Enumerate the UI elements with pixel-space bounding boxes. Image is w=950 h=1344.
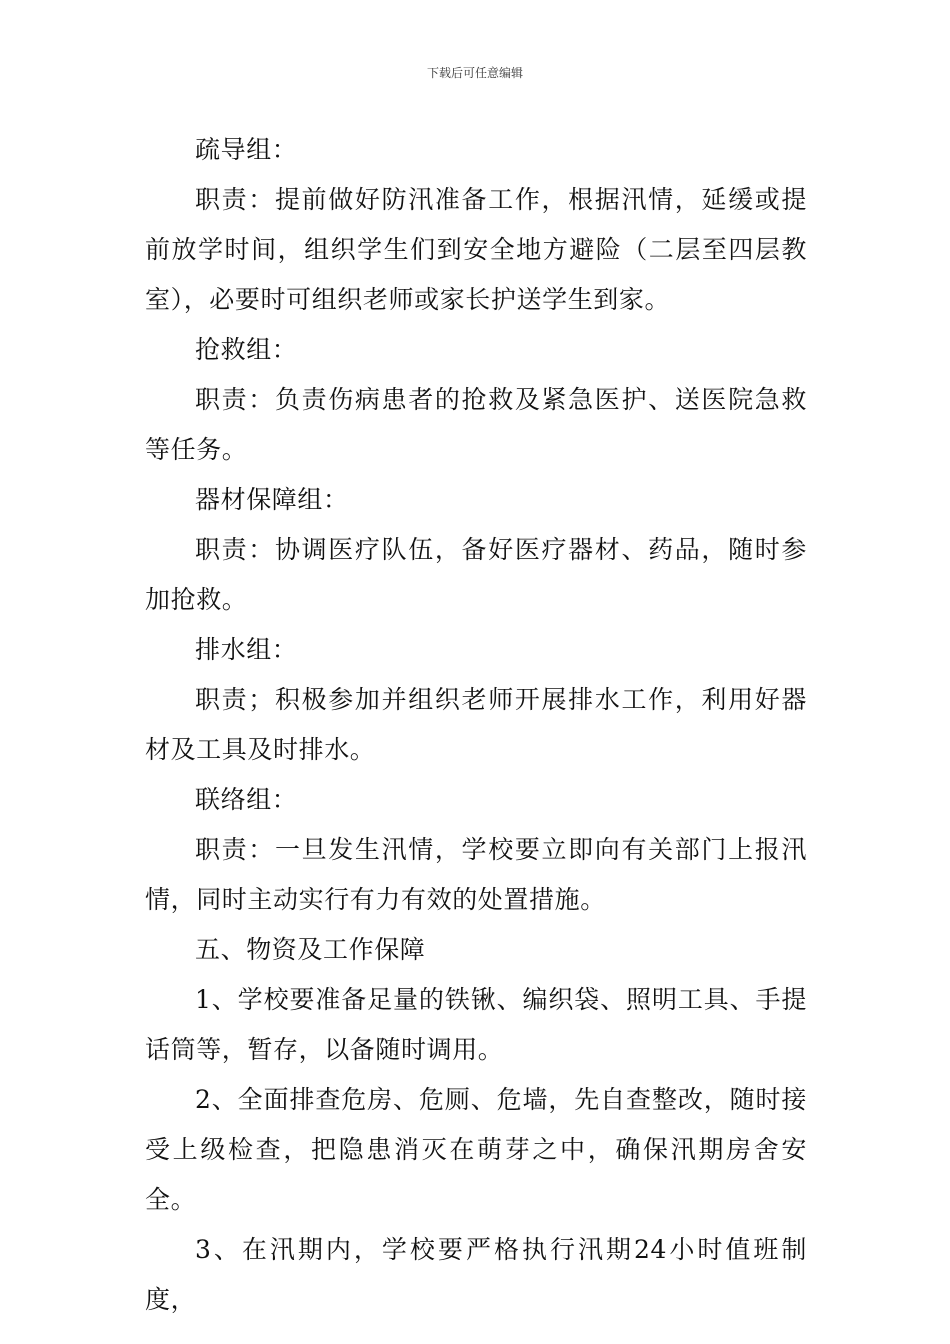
drainage-group-duties: 职责；积极参加并组织老师开展排水工作，利用好器材及工具及时排水。	[145, 685, 807, 764]
equipment-group-duties: 职责：协调医疗队伍，备好医疗器材、药品，随时参加抢救。	[145, 535, 807, 614]
section-heading-drainage-group: 排水组：	[195, 635, 298, 664]
rescue-group-duties: 职责：负责伤病患者的抢救及紧急医护、送医院急救等任务。	[145, 385, 807, 464]
document-body	[145, 125, 807, 1325]
section-heading-supplies: 五、物资及工作保障	[195, 935, 426, 964]
guidance-group-duties: 职责：提前做好防汛准备工作，根据汛情，延缓或提前放学时间，组织学生们到安全地方避险（二层至四层教室），必要时可组织老师或家长护送学生到家。	[145, 185, 807, 314]
section-heading-rescue-group: 抢救组：	[195, 335, 298, 364]
supplies-item-1: 1、学校要准备足量的铁锹、编织袋、照明工具、手提话筒等，暂存，以备随时调用。	[145, 985, 807, 1064]
supplies-item-2: 2、全面排查危房、危厕、危墙，先自查整改，随时接受上级检查，把隐患消灭在萌芽之中，确保汛期房舍安全。	[145, 1085, 807, 1214]
liaison-group-duties: 职责：一旦发生汛情，学校要立即向有关部门上报汛情，同时主动实行有力有效的处置措施。	[145, 835, 807, 914]
section-heading-equipment-group: 器材保障组：	[195, 485, 349, 514]
section-heading-liaison-group: 联络组：	[195, 785, 298, 814]
page-header: 下载后可任意编辑	[426, 66, 523, 80]
supplies-item-3: 3、在汛期内，学校要严格执行汛期24小时值班制度，	[145, 1235, 807, 1314]
section-heading-guidance-group: 疏导组：	[195, 135, 298, 164]
